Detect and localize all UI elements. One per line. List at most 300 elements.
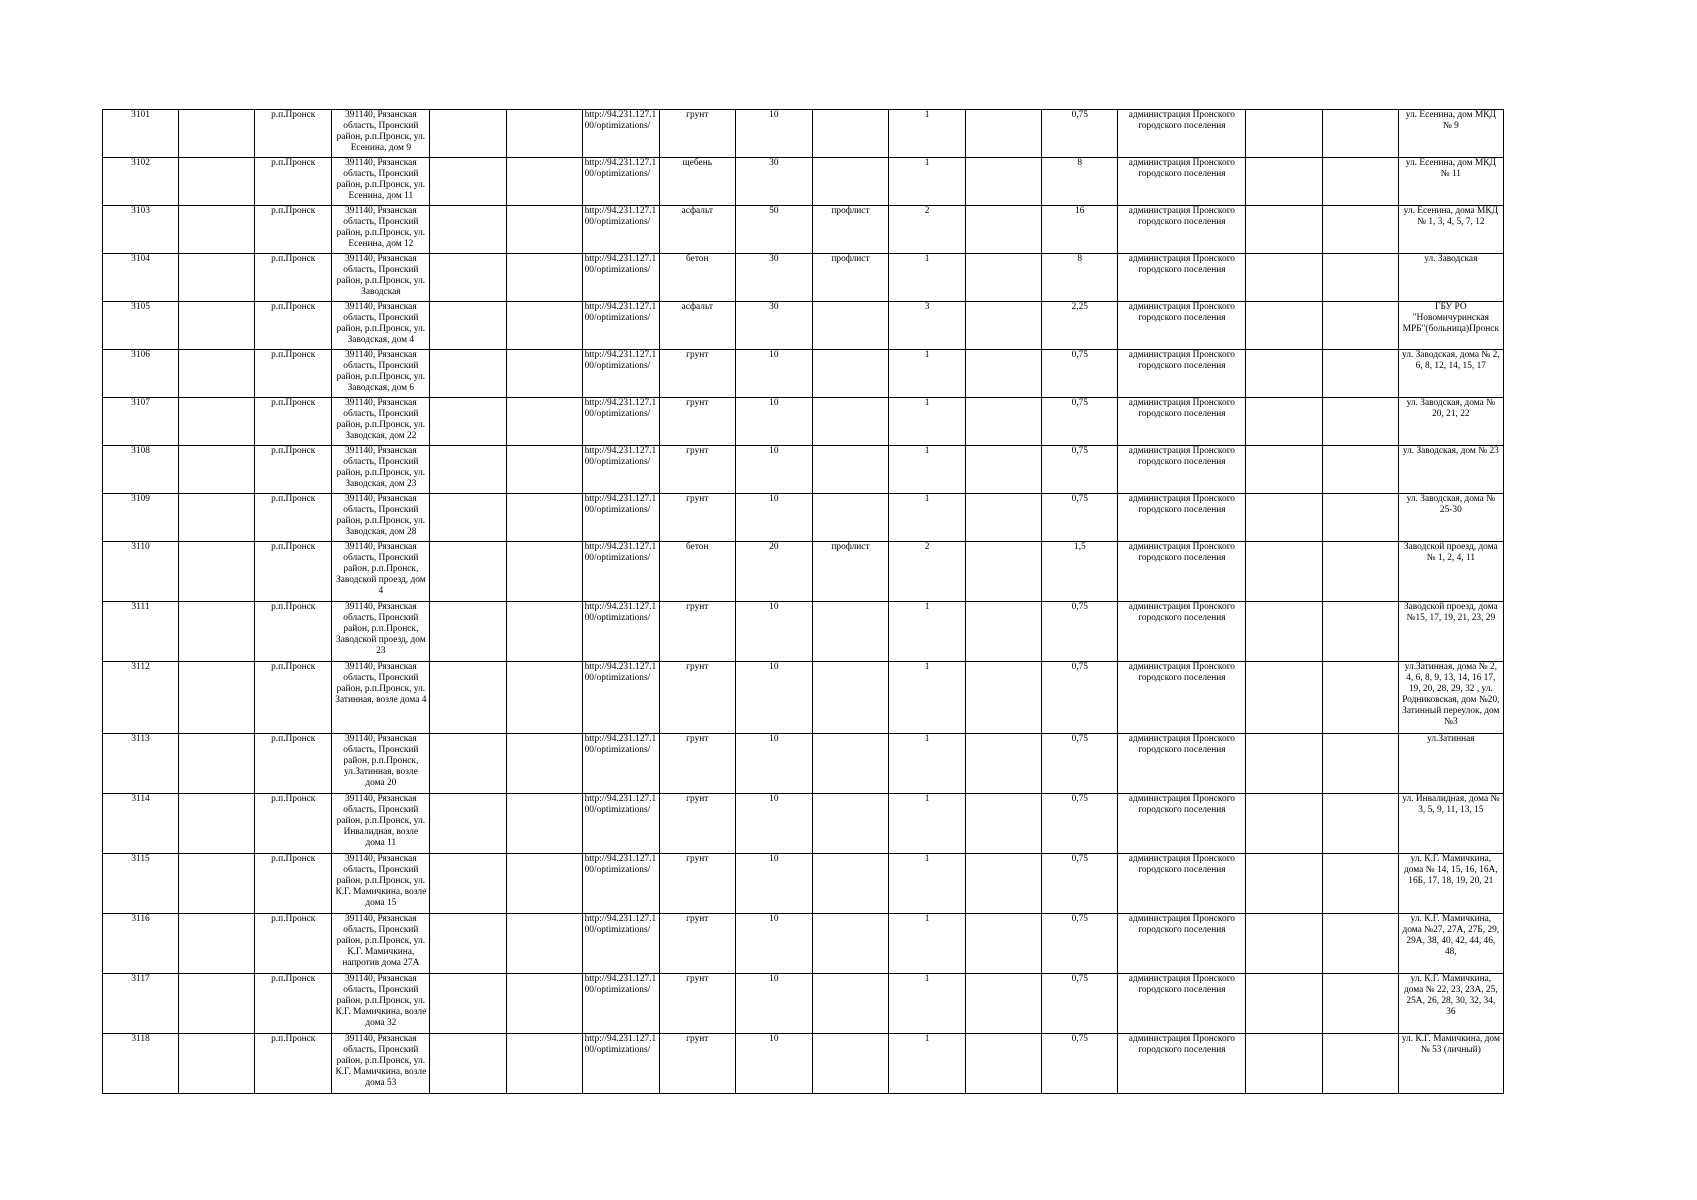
cell-served: ГБУ РО "Новомичуринская МРБ"(больница)Пронск (1398, 302, 1503, 350)
cell-area: 50 (735, 206, 812, 254)
cell-empty (179, 602, 255, 662)
cell-containers: 1 (889, 254, 966, 302)
cell-volume: 8 (1042, 158, 1118, 206)
cell-area: 30 (735, 302, 812, 350)
cell-owner: администрация Пронского городского поселения (1118, 794, 1246, 854)
cell-volume: 0,75 (1042, 110, 1118, 158)
cell-volume: 0,75 (1042, 602, 1118, 662)
cell-fence (812, 494, 888, 542)
cell-id: 3110 (103, 542, 179, 602)
cell-empty (1322, 206, 1398, 254)
cell-surface: грунт (659, 398, 735, 446)
cell-volume: 0,75 (1042, 974, 1118, 1034)
cell-link: http://94.231.127.100/optimizations/ (582, 350, 659, 398)
cell-empty (1246, 854, 1322, 914)
cell-area: 20 (735, 542, 812, 602)
cell-served: ул. Есенина, дома МКД № 1, 3, 4, 5, 7, 12 (1398, 206, 1503, 254)
cell-empty (506, 398, 582, 446)
cell-served: ул. Заводская, дома № 20, 21, 22 (1398, 398, 1503, 446)
cell-fence (812, 602, 888, 662)
cell-surface: бетон (659, 254, 735, 302)
cell-id: 3101 (103, 110, 179, 158)
cell-empty (966, 398, 1042, 446)
cell-served: ул. К.Г. Мамичкина, дом № 53 (личный) (1398, 1034, 1503, 1094)
table-row (103, 602, 1504, 662)
cell-address: 391140, Рязанская область, Пронский район, р.п.Пронск, ул. К.Г. Мамичкина, напротив дома 27А (332, 914, 430, 974)
cell-id: 3107 (103, 398, 179, 446)
cell-link: http://94.231.127.100/optimizations/ (582, 794, 659, 854)
cell-empty (966, 110, 1042, 158)
table-row (103, 494, 1504, 542)
cell-volume: 0,75 (1042, 398, 1118, 446)
cell-settlement: р.п.Пронск (255, 734, 332, 794)
cell-owner: администрация Пронского городского поселения (1118, 398, 1246, 446)
cell-fence: профлист (812, 206, 888, 254)
cell-containers: 1 (889, 494, 966, 542)
cell-served: ул. Заводская, дом № 23 (1398, 446, 1503, 494)
cell-empty (1322, 854, 1398, 914)
cell-empty (966, 494, 1042, 542)
cell-empty (430, 854, 506, 914)
cell-id: 3102 (103, 158, 179, 206)
cell-empty (179, 494, 255, 542)
cell-area: 10 (735, 446, 812, 494)
cell-served: Заводской проезд, дома № 1, 2, 4, 11 (1398, 542, 1503, 602)
cell-settlement: р.п.Пронск (255, 1034, 332, 1094)
cell-address: 391140, Рязанская область, Пронский район, р.п.Пронск, ул. Инвалидная, возле дома 11 (332, 794, 430, 854)
cell-volume: 0,75 (1042, 446, 1118, 494)
cell-link: http://94.231.127.100/optimizations/ (582, 158, 659, 206)
cell-surface: грунт (659, 974, 735, 1034)
cell-served: ул.Затинная, дома № 2, 4, 6, 8, 9, 13, 14, 16 17, 19, 20, 28, 29, 32 , ул. Родниковская, дом №20, Затинный переулок, дом №3 (1398, 662, 1503, 734)
cell-settlement: р.п.Пронск (255, 974, 332, 1034)
cell-served: ул. К.Г. Мамичкина, дома № 22, 23, 23А, 25, 25А, 26, 28, 30, 32, 34, 36 (1398, 974, 1503, 1034)
cell-empty (179, 914, 255, 974)
cell-surface: бетон (659, 542, 735, 602)
cell-fence (812, 662, 888, 734)
cell-served: ул. К.Г. Мамичкина, дома № 14, 15, 16, 16А, 16Б, 17, 18, 19, 20, 21 (1398, 854, 1503, 914)
cell-empty (179, 542, 255, 602)
cell-empty (506, 602, 582, 662)
cell-fence (812, 1034, 888, 1094)
cell-id: 3104 (103, 254, 179, 302)
cell-owner: администрация Пронского городского поселения (1118, 914, 1246, 974)
cell-empty (506, 662, 582, 734)
cell-link: http://94.231.127.100/optimizations/ (582, 206, 659, 254)
cell-settlement: р.п.Пронск (255, 254, 332, 302)
cell-served: ул. Заводская, дома № 25-30 (1398, 494, 1503, 542)
cell-empty (1322, 350, 1398, 398)
cell-empty (1322, 974, 1398, 1034)
cell-empty (1246, 542, 1322, 602)
cell-containers: 1 (889, 110, 966, 158)
cell-surface: грунт (659, 734, 735, 794)
cell-address: 391140, Рязанская область, Пронский район, р.п.Пронск, ул. Заводская (332, 254, 430, 302)
table-row (103, 302, 1504, 350)
cell-empty (1246, 1034, 1322, 1094)
cell-settlement: р.п.Пронск (255, 854, 332, 914)
cell-empty (1246, 302, 1322, 350)
cell-address: 391140, Рязанская область, Пронский район, р.п.Пронск, Заводской проезд, дом 23 (332, 602, 430, 662)
cell-settlement: р.п.Пронск (255, 110, 332, 158)
cell-empty (1322, 398, 1398, 446)
cell-containers: 1 (889, 854, 966, 914)
cell-empty (179, 794, 255, 854)
cell-empty (506, 302, 582, 350)
cell-address: 391140, Рязанская область, Пронский район, р.п.Пронск, ул. К.Г. Мамичкина, возле дома 32 (332, 974, 430, 1034)
cell-owner: администрация Пронского городского поселения (1118, 854, 1246, 914)
cell-empty (1246, 662, 1322, 734)
cell-empty (179, 974, 255, 1034)
cell-containers: 1 (889, 1034, 966, 1094)
cell-surface: грунт (659, 110, 735, 158)
cell-empty (1322, 494, 1398, 542)
cell-empty (430, 158, 506, 206)
cell-empty (1246, 914, 1322, 974)
cell-containers: 1 (889, 914, 966, 974)
table-row (103, 662, 1504, 734)
cell-empty (966, 854, 1042, 914)
cell-containers: 3 (889, 302, 966, 350)
cell-fence (812, 734, 888, 794)
cell-served: ул.Затинная (1398, 734, 1503, 794)
cell-empty (430, 974, 506, 1034)
cell-empty (966, 446, 1042, 494)
cell-owner: администрация Пронского городского поселения (1118, 254, 1246, 302)
cell-empty (506, 734, 582, 794)
cell-owner: администрация Пронского городского поселения (1118, 350, 1246, 398)
cell-empty (430, 398, 506, 446)
table-row (103, 350, 1504, 398)
cell-owner: администрация Пронского городского поселения (1118, 662, 1246, 734)
cell-empty (966, 662, 1042, 734)
cell-link: http://94.231.127.100/optimizations/ (582, 302, 659, 350)
cell-link: http://94.231.127.100/optimizations/ (582, 254, 659, 302)
cell-empty (1322, 734, 1398, 794)
cell-empty (1246, 110, 1322, 158)
table-row (103, 158, 1504, 206)
cell-id: 3117 (103, 974, 179, 1034)
cell-empty (506, 794, 582, 854)
table-row (103, 254, 1504, 302)
cell-containers: 1 (889, 350, 966, 398)
cell-containers: 1 (889, 602, 966, 662)
cell-owner: администрация Пронского городского поселения (1118, 734, 1246, 794)
cell-id: 3109 (103, 494, 179, 542)
cell-empty (1322, 914, 1398, 974)
cell-id: 3103 (103, 206, 179, 254)
cell-empty (179, 662, 255, 734)
cell-surface: грунт (659, 494, 735, 542)
cell-empty (179, 302, 255, 350)
cell-empty (1246, 794, 1322, 854)
cell-link: http://94.231.127.100/optimizations/ (582, 446, 659, 494)
cell-served: ул. Заводская (1398, 254, 1503, 302)
cell-empty (430, 110, 506, 158)
cell-owner: администрация Пронского городского поселения (1118, 446, 1246, 494)
cell-empty (966, 914, 1042, 974)
cell-settlement: р.п.Пронск (255, 350, 332, 398)
cell-empty (1246, 494, 1322, 542)
cell-owner: администрация Пронского городского поселения (1118, 1034, 1246, 1094)
cell-served: ул. Заводская, дома № 2, 6, 8, 12, 14, 15, 17 (1398, 350, 1503, 398)
cell-area: 30 (735, 158, 812, 206)
cell-owner: администрация Пронского городского поселения (1118, 974, 1246, 1034)
cell-empty (506, 494, 582, 542)
cell-empty (430, 542, 506, 602)
cell-owner: администрация Пронского городского поселения (1118, 494, 1246, 542)
cell-address: 391140, Рязанская область, Пронский район, р.п.Пронск, Заводской проезд, дом 4 (332, 542, 430, 602)
cell-address: 391140, Рязанская область, Пронский район, р.п.Пронск, ул. Есенина, дом 11 (332, 158, 430, 206)
cell-volume: 0,75 (1042, 662, 1118, 734)
cell-empty (1322, 794, 1398, 854)
cell-id: 3111 (103, 602, 179, 662)
cell-settlement: р.п.Пронск (255, 398, 332, 446)
cell-volume: 16 (1042, 206, 1118, 254)
cell-empty (506, 206, 582, 254)
cell-fence (812, 158, 888, 206)
cell-empty (506, 350, 582, 398)
cell-empty (1246, 734, 1322, 794)
cell-owner: администрация Пронского городского поселения (1118, 206, 1246, 254)
cell-empty (430, 302, 506, 350)
cell-empty (179, 110, 255, 158)
cell-surface: асфальт (659, 302, 735, 350)
cell-empty (430, 662, 506, 734)
cell-area: 10 (735, 914, 812, 974)
cell-settlement: р.п.Пронск (255, 542, 332, 602)
table-row (103, 854, 1504, 914)
cell-served: ул. Инвалидная, дома № 3, 5, 9, 11, 13, 15 (1398, 794, 1503, 854)
cell-address: 391140, Рязанская область, Пронский район, р.п.Пронск, ул. Заводская, дом 28 (332, 494, 430, 542)
cell-empty (506, 254, 582, 302)
cell-empty (179, 734, 255, 794)
cell-id: 3116 (103, 914, 179, 974)
cell-link: http://94.231.127.100/optimizations/ (582, 1034, 659, 1094)
cell-area: 10 (735, 662, 812, 734)
cell-empty (966, 794, 1042, 854)
cell-settlement: р.п.Пронск (255, 494, 332, 542)
cell-served: ул. К.Г. Мамичкина, дома №27, 27А, 27Б, 29, 29А, 38, 40, 42, 44, 46, 48, (1398, 914, 1503, 974)
cell-surface: грунт (659, 602, 735, 662)
cell-id: 3114 (103, 794, 179, 854)
cell-containers: 1 (889, 734, 966, 794)
cell-empty (430, 206, 506, 254)
cell-empty (966, 254, 1042, 302)
cell-settlement: р.п.Пронск (255, 914, 332, 974)
cell-volume: 0,75 (1042, 914, 1118, 974)
cell-empty (506, 914, 582, 974)
cell-empty (506, 974, 582, 1034)
cell-empty (506, 110, 582, 158)
cell-empty (1322, 254, 1398, 302)
cell-empty (966, 350, 1042, 398)
cell-address: 391140, Рязанская область, Пронский район, р.п.Пронск, ул. К.Г. Мамичкина, возле дома 53 (332, 1034, 430, 1094)
cell-fence (812, 302, 888, 350)
cell-empty (966, 602, 1042, 662)
cell-volume: 1,5 (1042, 542, 1118, 602)
cell-owner: администрация Пронского городского поселения (1118, 158, 1246, 206)
cell-area: 10 (735, 110, 812, 158)
cell-surface: щебень (659, 158, 735, 206)
cell-empty (179, 158, 255, 206)
cell-volume: 2,25 (1042, 302, 1118, 350)
cell-fence (812, 974, 888, 1034)
cell-settlement: р.п.Пронск (255, 446, 332, 494)
cell-empty (1322, 446, 1398, 494)
cell-empty (430, 734, 506, 794)
cell-containers: 1 (889, 158, 966, 206)
cell-empty (430, 350, 506, 398)
cell-settlement: р.п.Пронск (255, 302, 332, 350)
cell-empty (1246, 398, 1322, 446)
cell-settlement: р.п.Пронск (255, 158, 332, 206)
cell-empty (430, 914, 506, 974)
cell-owner: администрация Пронского городского поселения (1118, 602, 1246, 662)
cell-link: http://94.231.127.100/optimizations/ (582, 398, 659, 446)
cell-empty (179, 1034, 255, 1094)
cell-link: http://94.231.127.100/optimizations/ (582, 110, 659, 158)
cell-surface: грунт (659, 350, 735, 398)
registry-table (102, 109, 1504, 1094)
cell-area: 10 (735, 854, 812, 914)
cell-containers: 2 (889, 542, 966, 602)
cell-owner: администрация Пронского городского поселения (1118, 542, 1246, 602)
table-row (103, 446, 1504, 494)
table-row (103, 542, 1504, 602)
table-row (103, 206, 1504, 254)
cell-area: 10 (735, 398, 812, 446)
cell-empty (506, 446, 582, 494)
cell-volume: 8 (1042, 254, 1118, 302)
cell-surface: грунт (659, 914, 735, 974)
cell-containers: 1 (889, 662, 966, 734)
cell-empty (179, 398, 255, 446)
cell-fence (812, 398, 888, 446)
table-body (103, 110, 1504, 1094)
cell-area: 10 (735, 350, 812, 398)
cell-settlement: р.п.Пронск (255, 602, 332, 662)
cell-empty (966, 158, 1042, 206)
cell-link: http://94.231.127.100/optimizations/ (582, 914, 659, 974)
cell-empty (179, 854, 255, 914)
table-row (103, 1034, 1504, 1094)
cell-surface: грунт (659, 662, 735, 734)
cell-empty (179, 206, 255, 254)
cell-area: 10 (735, 974, 812, 1034)
cell-containers: 1 (889, 398, 966, 446)
cell-area: 10 (735, 494, 812, 542)
table-row (103, 398, 1504, 446)
cell-link: http://94.231.127.100/optimizations/ (582, 494, 659, 542)
cell-volume: 0,75 (1042, 1034, 1118, 1094)
cell-address: 391140, Рязанская область, Пронский район, р.п.Пронск, ул. Затинная, возле дома 4 (332, 662, 430, 734)
cell-empty (506, 854, 582, 914)
cell-volume: 0,75 (1042, 854, 1118, 914)
cell-owner: администрация Пронского городского поселения (1118, 302, 1246, 350)
cell-empty (966, 734, 1042, 794)
cell-settlement: р.п.Пронск (255, 206, 332, 254)
cell-fence (812, 854, 888, 914)
cell-area: 10 (735, 602, 812, 662)
cell-id: 3113 (103, 734, 179, 794)
cell-empty (966, 206, 1042, 254)
cell-fence (812, 914, 888, 974)
cell-area: 10 (735, 1034, 812, 1094)
cell-empty (966, 302, 1042, 350)
cell-served: ул. Есенина, дом МКД № 11 (1398, 158, 1503, 206)
cell-volume: 0,75 (1042, 734, 1118, 794)
cell-address: 391140, Рязанская область, Пронский район, р.п.Пронск, ул. Есенина, дом 12 (332, 206, 430, 254)
table-row (103, 734, 1504, 794)
cell-served: Заводской проезд, дома №15, 17, 19, 21, 23, 29 (1398, 602, 1503, 662)
cell-empty (966, 542, 1042, 602)
cell-empty (1246, 350, 1322, 398)
cell-empty (430, 494, 506, 542)
cell-empty (1246, 446, 1322, 494)
cell-empty (1246, 158, 1322, 206)
cell-settlement: р.п.Пронск (255, 794, 332, 854)
cell-volume: 0,75 (1042, 794, 1118, 854)
cell-containers: 1 (889, 794, 966, 854)
cell-empty (506, 158, 582, 206)
cell-fence (812, 110, 888, 158)
cell-served: ул. Есенина, дом МКД № 9 (1398, 110, 1503, 158)
table-row (103, 914, 1504, 974)
cell-address: 391140, Рязанская область, Пронский район, р.п.Пронск, ул. Заводская, дом 6 (332, 350, 430, 398)
cell-link: http://94.231.127.100/optimizations/ (582, 734, 659, 794)
cell-address: 391140, Рязанская область, Пронский район, р.п.Пронск, ул. Есенина, дом 9 (332, 110, 430, 158)
cell-empty (1246, 602, 1322, 662)
cell-area: 30 (735, 254, 812, 302)
cell-surface: асфальт (659, 206, 735, 254)
cell-empty (1322, 542, 1398, 602)
cell-empty (1322, 302, 1398, 350)
cell-fence (812, 794, 888, 854)
cell-owner: администрация Пронского городского поселения (1118, 110, 1246, 158)
cell-empty (1322, 158, 1398, 206)
cell-surface: грунт (659, 446, 735, 494)
table-row (103, 794, 1504, 854)
cell-empty (1322, 602, 1398, 662)
cell-containers: 1 (889, 446, 966, 494)
cell-empty (1322, 1034, 1398, 1094)
cell-address: 391140, Рязанская область, Пронский район, р.п.Пронск, ул. К.Г. Мамичкина, возле дома 15 (332, 854, 430, 914)
cell-empty (1322, 110, 1398, 158)
cell-surface: грунт (659, 1034, 735, 1094)
cell-fence: профлист (812, 542, 888, 602)
table-row (103, 974, 1504, 1034)
cell-address: 391140, Рязанская область, Пронский район, р.п.Пронск, ул.Затинная, возле дома 20 (332, 734, 430, 794)
cell-empty (179, 350, 255, 398)
cell-volume: 0,75 (1042, 350, 1118, 398)
cell-id: 3112 (103, 662, 179, 734)
cell-empty (1246, 254, 1322, 302)
cell-surface: грунт (659, 794, 735, 854)
cell-fence (812, 446, 888, 494)
cell-empty (966, 1034, 1042, 1094)
cell-empty (179, 446, 255, 494)
cell-empty (430, 446, 506, 494)
cell-area: 10 (735, 794, 812, 854)
cell-address: 391140, Рязанская область, Пронский район, р.п.Пронск, ул. Заводская, дом 23 (332, 446, 430, 494)
cell-link: http://94.231.127.100/optimizations/ (582, 974, 659, 1034)
cell-containers: 1 (889, 974, 966, 1034)
cell-empty (1246, 974, 1322, 1034)
cell-address: 391140, Рязанская область, Пронский район, р.п.Пронск, ул. Заводская, дом 4 (332, 302, 430, 350)
cell-containers: 2 (889, 206, 966, 254)
cell-link: http://94.231.127.100/optimizations/ (582, 854, 659, 914)
